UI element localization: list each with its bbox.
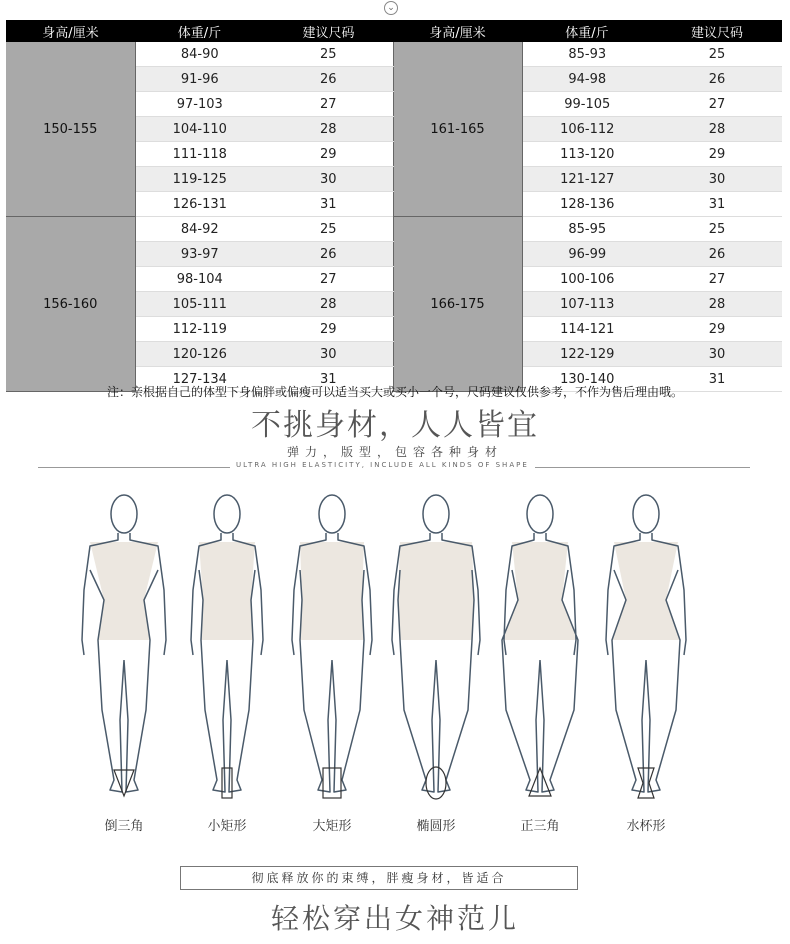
- body-figure: [392, 495, 480, 792]
- weight-cell: 120-126: [135, 342, 264, 367]
- column-header: 身高/厘米: [393, 20, 522, 42]
- size-cell: 27: [652, 267, 782, 292]
- weight-cell: 105-111: [135, 292, 264, 317]
- subheadline: 弹力，版型，包容各种身材: [286, 445, 503, 459]
- table-row: [6, 42, 782, 67]
- size-cell: 28: [652, 292, 782, 317]
- size-cell: 30: [652, 167, 782, 192]
- shape-label: 大矩形: [312, 819, 352, 834]
- column-header: 建议尺码: [652, 20, 782, 42]
- size-cell: 25: [264, 42, 393, 67]
- size-cell: 28: [264, 117, 393, 142]
- size-cell: 28: [264, 292, 393, 317]
- body-figure: [502, 495, 578, 792]
- weight-cell: 119-125: [135, 167, 264, 192]
- headline: 不挑身材，人人皆宜: [251, 408, 539, 443]
- size-cell: 28: [652, 117, 782, 142]
- height-range-cell: 150-155: [6, 42, 135, 217]
- weight-cell: 122-129: [522, 342, 652, 367]
- shape-label: 椭圆形: [416, 819, 456, 834]
- size-cell: 27: [652, 92, 782, 117]
- body-figure: [292, 495, 372, 792]
- height-range-cell: 166-175: [393, 217, 522, 392]
- size-cell: 30: [264, 167, 393, 192]
- weight-cell: 128-136: [522, 192, 652, 217]
- weight-cell: 96-99: [522, 242, 652, 267]
- weight-cell: 85-93: [522, 42, 652, 67]
- size-note: 注：亲根据自己的体型下身偏胖或偏瘦可以适当买大或买小一个号，尺码建议仅供参考，不作为售后理由哦。: [106, 385, 683, 399]
- weight-cell: 112-119: [135, 317, 264, 342]
- wide-rectangle-icon: [323, 768, 341, 798]
- slogan: 轻松穿出女神范儿: [270, 902, 519, 935]
- weight-cell: 91-96: [135, 67, 264, 92]
- size-cell: 29: [264, 317, 393, 342]
- ellipse-icon: [426, 767, 446, 799]
- size-cell: 31: [264, 367, 393, 392]
- column-header: 建议尺码: [264, 20, 393, 42]
- weight-cell: 113-120: [522, 142, 652, 167]
- column-header: 体重/斤: [135, 20, 264, 42]
- chevron-down-icon: ⌄: [384, 1, 398, 15]
- fit-message-box: 彻底释放你的束缚，胖瘦身材，皆适合: [180, 866, 578, 890]
- table-header-row: [6, 20, 782, 42]
- weight-cell: 107-113: [522, 292, 652, 317]
- shape-label: 水杯形: [626, 819, 666, 834]
- column-header: 身高/厘米: [6, 20, 135, 42]
- shape-label: 正三角: [520, 819, 560, 834]
- size-cell: 26: [652, 67, 782, 92]
- size-cell: 26: [652, 242, 782, 267]
- body-figure: [191, 495, 263, 792]
- size-cell: 27: [264, 267, 393, 292]
- table-row: [6, 217, 782, 242]
- weight-cell: 127-134: [135, 367, 264, 392]
- narrow-rectangle-icon: [222, 768, 232, 798]
- size-cell: 30: [652, 342, 782, 367]
- shape-label: 小矩形: [207, 819, 247, 834]
- height-range-cell: 156-160: [6, 217, 135, 392]
- body-figure: [82, 495, 166, 792]
- english-tagline: ULTRA HIGH ELASTICITY, INCLUDE ALL KINDS OF SHAPE: [230, 461, 535, 469]
- size-cell: 25: [264, 217, 393, 242]
- weight-cell: 97-103: [135, 92, 264, 117]
- weight-cell: 114-121: [522, 317, 652, 342]
- weight-cell: 104-110: [135, 117, 264, 142]
- weight-cell: 84-90: [135, 42, 264, 67]
- body-shape-figures: [0, 480, 790, 810]
- weight-cell: 100-106: [522, 267, 652, 292]
- inverted-triangle-icon: [114, 770, 134, 796]
- weight-cell: 94-98: [522, 67, 652, 92]
- size-cell: 29: [652, 142, 782, 167]
- column-header: 体重/斤: [522, 20, 652, 42]
- size-cell: 30: [264, 342, 393, 367]
- shape-label: 倒三角: [104, 819, 144, 834]
- size-cell: 25: [652, 217, 782, 242]
- weight-cell: 106-112: [522, 117, 652, 142]
- size-cell: 29: [652, 317, 782, 342]
- size-cell: 31: [652, 367, 782, 392]
- weight-cell: 84-92: [135, 217, 264, 242]
- weight-cell: 126-131: [135, 192, 264, 217]
- size-cell: 29: [264, 142, 393, 167]
- size-cell: 25: [652, 42, 782, 67]
- weight-cell: 99-105: [522, 92, 652, 117]
- weight-cell: 121-127: [522, 167, 652, 192]
- size-cell: 31: [264, 192, 393, 217]
- weight-cell: 85-95: [522, 217, 652, 242]
- body-figure: [606, 495, 686, 792]
- size-cell: 31: [652, 192, 782, 217]
- size-cell: 26: [264, 242, 393, 267]
- size-cell: 26: [264, 67, 393, 92]
- weight-cell: 98-104: [135, 267, 264, 292]
- height-range-cell: 161-165: [393, 42, 522, 217]
- size-cell: 27: [264, 92, 393, 117]
- size-chart-table: [6, 20, 782, 392]
- weight-cell: 93-97: [135, 242, 264, 267]
- weight-cell: 111-118: [135, 142, 264, 167]
- weight-cell: 130-140: [522, 367, 652, 392]
- hourglass-icon: [638, 768, 654, 798]
